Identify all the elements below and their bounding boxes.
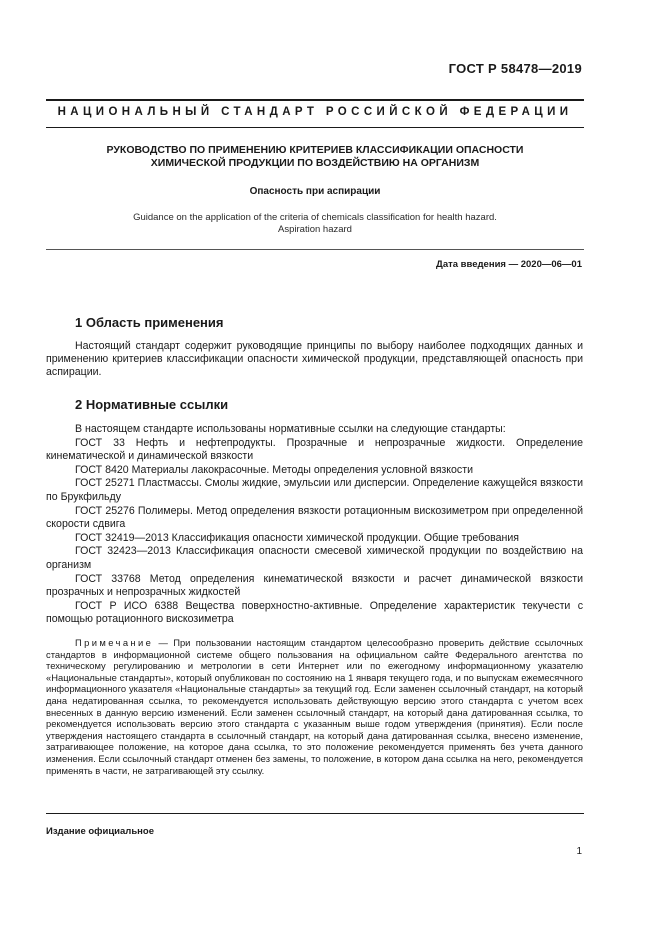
reference-item: ГОСТ 8420 Материалы лакокрасочные. Методы определения условной вязкости <box>75 463 473 476</box>
header-rule-top <box>46 99 584 101</box>
national-standard-banner: НАЦИОНАЛЬНЫЙ СТАНДАРТ РОССИЙСКОЙ ФЕДЕРАЦИИ <box>57 106 573 118</box>
english-title-line-2: Aspiration hazard <box>278 224 352 235</box>
normative-references <box>46 423 583 627</box>
title-line-1: РУКОВОДСТВО ПО ПРИМЕНЕНИЮ КРИТЕРИЕВ КЛАССИФИКАЦИИ ОПАСНОСТИ <box>106 144 524 156</box>
section-1-text <box>46 340 583 379</box>
reference-item: ГОСТ Р ИСО 6388 Вещества поверхностно-активные. Определение характеристик текучести с помощью ротационного вискозиметра <box>46 599 583 626</box>
footer-rule <box>46 813 584 814</box>
reference-item: ГОСТ 32423—2013 Классификация опасности смесевой химической продукции по воздействию на организм <box>46 545 583 571</box>
section-2-heading: 2 Нормативные ссылки <box>75 397 229 412</box>
reference-item: ГОСТ 32419—2013 Классификация опасности химической продукции. Общие требования <box>75 531 520 544</box>
official-edition-label: Издание официальное <box>46 826 154 837</box>
document-subtitle: Опасность при аспирации <box>249 186 381 197</box>
english-title <box>46 212 584 236</box>
english-title-line-1: Guidance on the application of the criteria of chemicals classification for health hazard. <box>133 212 497 223</box>
document-number: ГОСТ Р 58478—2019 <box>448 61 582 76</box>
section-1-body: Настоящий стандарт содержит руководящие принципы по выбору наиболее подходящих данных и применению критериев классификации опасности химической продукции, представляющей опасность при аспирации. <box>46 340 583 378</box>
note-text: — При пользовании настоящим стандартом целесообразно проверить действие ссылочных стандартов в информационной системе общего пользования на официальном сайте Федерального агентства по техническому регулированию и метрологии в сети Интернет или по ежегодному информационному указателю «Национальные стандарты», который опубликован по состоянию на 1 января текущего года, и по выпускам ежемесячного информационного указателя «Национальные стандарты» за текущий год. Если заменен ссылочный стандарт, на который дана недатированная ссылка, то рекомендуется использовать действующую версию этого стандарта с учетом всех внесенных в данную версию изменений. Если заменен ссылочный стандарт, на который дана датированная ссылка, то рекомендуется использовать версию этого стандарта с указанным выше годом утверждения (принятия). Если после утверждения настоящего стандарта в ссылочный стандарт, на который дана датированная ссылка, внесено изменение, затрагивающее положение, на которое дана ссылка, то это положение рекомендуется применять без учета данного изменения. Если ссылочный стандарт отменен без замены, то положение, в котором дана ссылка на него, рекомендуется применять в части, не затрагивающей эту ссылку. <box>46 637 583 776</box>
introduction-date: Дата введения — 2020—06—01 <box>436 259 582 270</box>
reference-item: ГОСТ 25276 Полимеры. Метод определения вязкости ротационным вискозиметром при определенной скорости сдвига <box>46 504 583 531</box>
section-1-heading: 1 Область применения <box>75 315 224 330</box>
reference-note <box>46 637 583 776</box>
title-rule <box>46 249 584 250</box>
header-rule-bottom <box>46 127 584 128</box>
document-title <box>46 144 584 170</box>
page-number: 1 <box>576 846 582 857</box>
reference-item: ГОСТ 25271 Пластмассы. Смолы жидкие, эмульсии или дисперсии. Определение кажущейся вязкости по Брукфильду <box>46 477 583 503</box>
title-line-2: ХИМИЧЕСКОЙ ПРОДУКЦИИ ПО ВОЗДЕЙСТВИЮ НА ОРГАНИЗМ <box>150 157 480 169</box>
references-intro: В настоящем стандарте использованы нормативные ссылки на следующие стандарты: <box>75 423 506 435</box>
note-label: Примечание <box>75 637 154 648</box>
reference-item: ГОСТ 33768 Метод определения кинематической вязкости и расчет динамической вязкости прозрачных и непрозрачных жидкостей <box>46 572 583 599</box>
reference-item: ГОСТ 33 Нефть и нефтепродукты. Прозрачные и непрозрачные жидкости. Определение кинематической и динамической вязкости <box>46 436 583 463</box>
